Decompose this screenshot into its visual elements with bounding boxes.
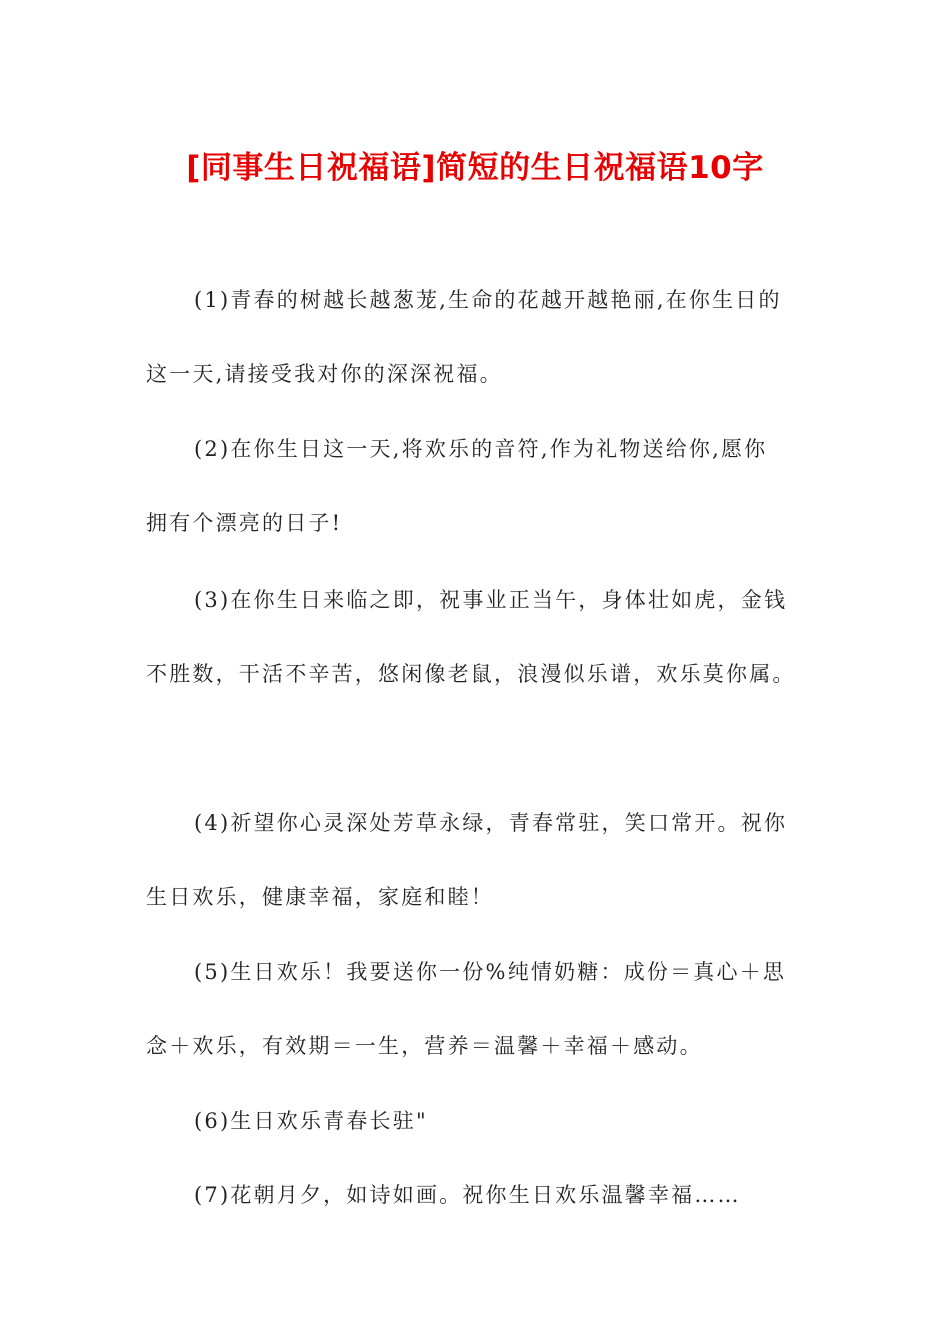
paragraph-line: (6)生日欢乐青春长驻" <box>194 1109 428 1133</box>
document-title: [同事生日祝福语]简短的生日祝福语10字 <box>186 150 764 186</box>
paragraph-line: (3)在你生日来临之即，祝事业正当午，身体壮如虎，金钱 <box>194 588 788 612</box>
paragraph-3 <box>146 563 806 711</box>
paragraph-line: (4)祈望你心灵深处芳草永绿，青春常驻，笑口常开。祝你 <box>194 811 788 835</box>
paragraph-line: 拥有个漂亮的日子! <box>146 511 343 535</box>
paragraph-line: 这一天,请接受我对你的深深祝福。 <box>146 362 503 386</box>
paragraph-line: (7)花朝月夕，如诗如画。祝你生日欢乐温馨幸福…… <box>194 1183 741 1207</box>
paragraph-line: 生日欢乐，健康幸福，家庭和睦！ <box>146 885 494 909</box>
paragraph-2 <box>146 412 806 560</box>
paragraph-7 <box>146 1158 806 1232</box>
paragraph-line: (2)在你生日这一天,将欢乐的音符,作为礼物送给你,愿你 <box>194 437 768 461</box>
paragraph-4 <box>146 786 806 934</box>
paragraph-1 <box>146 263 806 411</box>
paragraph-5 <box>146 935 806 1083</box>
paragraph-line: 不胜数，干活不辛苦，悠闲像老鼠，浪漫似乐谱，欢乐莫你属。 <box>146 662 796 686</box>
paragraph-line: (5)生日欢乐！我要送你一份%纯情奶糖：成份＝真心＋思 <box>194 960 787 984</box>
paragraph-line: 念＋欢乐，有效期＝一生，营养＝温馨＋幸福＋感动。 <box>146 1034 703 1058</box>
paragraph-6 <box>146 1084 806 1158</box>
paragraph-line: (1)青春的树越长越葱茏,生命的花越开越艳丽,在你生日的 <box>194 288 782 312</box>
